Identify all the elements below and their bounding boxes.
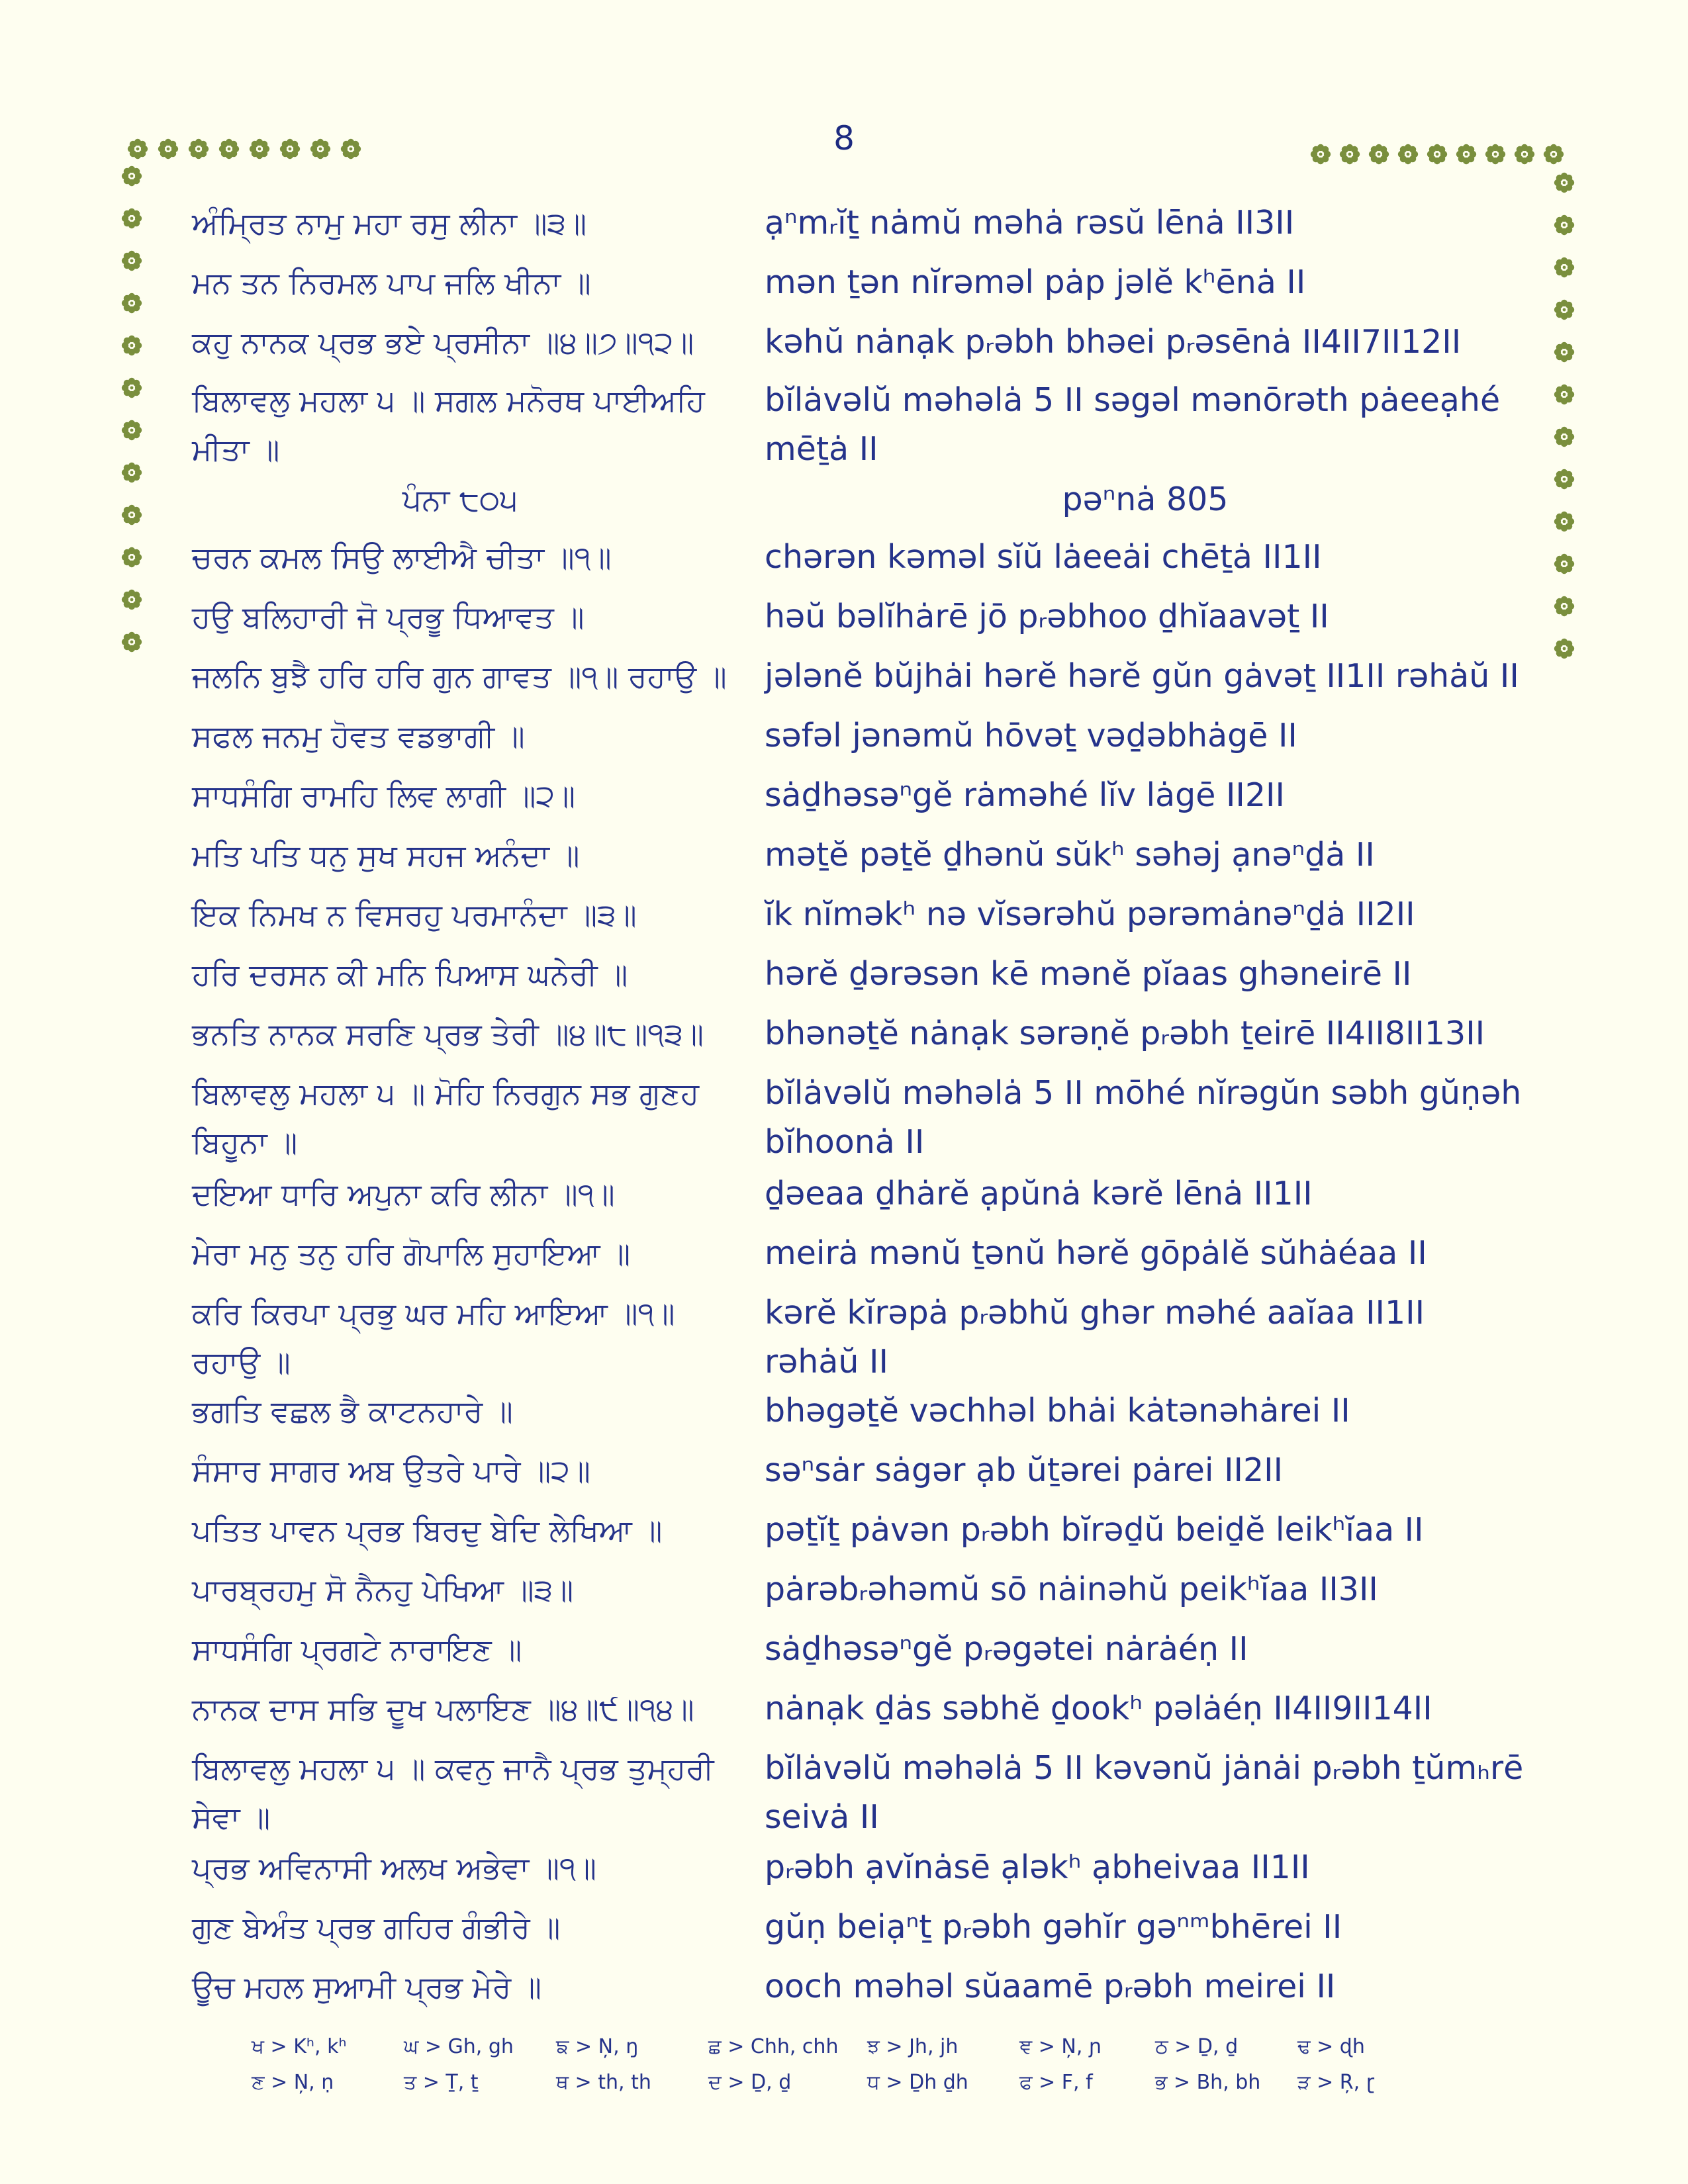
transliteration-text: pȧrəbᵣəhəmŭ sō nȧinəhŭ peikʰĭaa II3II [765, 1570, 1378, 1608]
flower-icon [1552, 425, 1576, 449]
flower-icon [120, 630, 144, 654]
legend-entry: ਖ > Kʰ, kʰ [252, 2035, 347, 2058]
gurmukhi-text: ਬਿਲਾਵਲੁ ਮਹਲਾ ੫ ॥ ਕਵਨੁ ਜਾਨੈ ਪ੍ਰਭ ਤੁਮ੍ਹਰੀ ਸੇਵਾ ॥ [192, 1751, 714, 1835]
gurmukhi-text: ਬਿਲਾਵਲੁ ਮਹਲਾ ੫ ॥ ਸਗਲ ਮਨੋਰਥ ਪਾਈਅਹਿ ਮੀਤਾ ॥ [192, 383, 705, 467]
gurmukhi-text: ਊਚ ਮਹਲ ਸੁਆਮੀ ਪ੍ਰਭ ਮੇਰੇ ॥ [192, 1969, 541, 2005]
transliteration-text: səfəl jənəmŭ hōvəṯ vəḏəbhȧgē II [765, 717, 1297, 754]
page-reference-transliteration: pəⁿnȧ 805 [1062, 480, 1229, 518]
gurmukhi-text: ਦਇਆ ਧਾਰਿ ਅਪੁਨਾ ਕਰਿ ਲੀਨਾ ॥੧॥ [192, 1176, 615, 1212]
flower-icon [1309, 142, 1333, 166]
gurmukhi-text: ਅੰਮ੍ਰਿਤ ਨਾਮੁ ਮਹਾ ਰਸੁ ਲੀਨਾ ॥੩॥ [192, 205, 587, 241]
gurmukhi-text: ਪ੍ਰਭ ਅਵਿਨਾਸੀ ਅਲਖ ਅਭੇਵਾ ॥੧॥ [192, 1850, 596, 1886]
flower-icon [1552, 255, 1576, 279]
legend-entry: ਝ > Jh, jh [867, 2035, 959, 2058]
right-flower-border [1552, 171, 1576, 660]
gurmukhi-text: ਮੇਰਾ ਮਨੁ ਤਨੁ ਹਰਿ ਗੋਪਾਲਿ ਸੁਹਾਇਆ ॥ [192, 1236, 631, 1271]
flower-icon [1552, 298, 1576, 322]
flower-icon [120, 334, 144, 357]
flower-icon [120, 164, 144, 188]
gurmukhi-text: ਗੁਣ ਬੇਅੰਤ ਪ੍ਰਭ ਗਹਿਰ ਗੰਭੀਰੇ ॥ [192, 1909, 561, 1945]
flower-icon [1396, 142, 1420, 166]
legend-entry: ਤ > Ṯ, ṯ [404, 2071, 479, 2094]
transliteration-text: nȧnạk ḏȧs səbhĕ ḏookʰ pəlȧéṇ II4II9II14II [765, 1690, 1432, 1727]
gurmukhi-text: ਬਿਲਾਵਲੁ ਮਹਲਾ ੫ ॥ ਮੋਹਿ ਨਿਰਗੁਨ ਸਭ ਗੁਣਹ ਬਿਹੂਨਾ ॥ [192, 1075, 700, 1160]
flower-icon [278, 137, 302, 161]
transliteration-text: kəhŭ nȧnạk pᵣəbh bhəei pᵣəsēnȧ II4II7II12II [765, 323, 1462, 361]
transliteration-text: bĭlȧvəlŭ məhəlȧ 5 II mōhé nĭrəgŭn səbh gŭṇəh bĭhoonȧ II [765, 1074, 1522, 1161]
gurmukhi-text: ਪਤਿਤ ਪਾਵਨ ਪ੍ਰਭ ਬਿਰਦੁ ਬੇਦਿ ਲੇਖਿਆ ॥ [192, 1512, 663, 1548]
flower-icon [339, 137, 363, 161]
flower-icon [1552, 637, 1576, 660]
gurmukhi-text: ਮਤਿ ਪਤਿ ਧਨੁ ਸੁਖ ਸਹਜ ਅਨੰਦਾ ॥ [192, 837, 580, 873]
flower-icon [126, 137, 150, 161]
transliteration-text: bĭlȧvəlŭ məhəlȧ 5 II səgəl mənōrəth pȧeeạhé mēṯȧ II [765, 381, 1501, 468]
top-left-flower-border [126, 137, 363, 161]
gurmukhi-text: ਜਲਨਿ ਬੁਝੈ ਹਰਿ ਹਰਿ ਗੁਨ ਗਾਵਤ ॥੧॥ ਰਹਾਉ ॥ [192, 659, 727, 694]
transliteration-text: gŭṇ beiạⁿṯ pᵣəbh gəhĭr gəⁿᵐbhērei II [765, 1908, 1342, 1946]
gurmukhi-text: ਮਨ ਤਨ ਨਿਰਮਲ ਪਾਪ ਜਲਿ ਖੀਨਾ ॥ [192, 265, 591, 300]
flower-icon [248, 137, 271, 161]
legend-entry: ਭ > Bh, bh [1155, 2071, 1261, 2094]
left-flower-border [120, 164, 144, 654]
transliteration-text: pəṯĭṯ pȧvən pᵣəbh bĭrəḏŭ beiḏĕ leikʰĭaa II [765, 1511, 1424, 1549]
gurmukhi-text: ਕਹੁ ਨਾਨਕ ਪ੍ਰਭ ਭਏ ਪ੍ਰਸੀਨਾ ॥੪॥੭॥੧੨॥ [192, 324, 694, 360]
gurmukhi-text: ਸਾਧਸੰਗਿ ਰਾਮਹਿ ਲਿਵ ਲਾਗੀ ॥੨॥ [192, 778, 576, 813]
flower-icon [1552, 467, 1576, 491]
gurmukhi-text: ਚਰਨ ਕਮਲ ਸਿਉ ਲਾਈਐ ਚੀਤਾ ॥੧॥ [192, 539, 612, 575]
page-reference-gurmukhi: ਪੰਨਾ ੮੦੫ [402, 482, 518, 518]
flower-icon [1552, 510, 1576, 533]
legend-entry: ਧ > Ḏh ḏh [867, 2071, 968, 2094]
gurmukhi-text: ਇਕ ਨਿਮਖ ਨ ਵਿਸਰਹੁ ਪਰਮਾਨੰਦਾ ॥੩॥ [192, 897, 637, 933]
flower-icon [120, 376, 144, 400]
transliteration-text: həŭ bəlĭhȧrē jō pᵣəbhoo ḏhĭaavəṯ II [765, 598, 1329, 635]
flower-icon [1552, 594, 1576, 618]
flower-icon [1454, 142, 1478, 166]
gurmukhi-text: ਭਨਤਿ ਨਾਨਕ ਸਰਣਿ ਪ੍ਰਭ ਤੇਰੀ ॥੪॥੮॥੧੩॥ [192, 1016, 704, 1052]
legend-entry: ਙ > N̦, ŋ [556, 2035, 639, 2058]
flower-icon [120, 291, 144, 315]
flower-icon [1552, 213, 1576, 237]
transliteration-text: bhənəṯĕ nȧnạk sərəṇĕ pᵣəbh ṯeirē II4II8II13II [765, 1015, 1485, 1052]
legend-entry: ਥ > th, th [556, 2071, 651, 2094]
legend-entry: ਠ > Ḏ, ḏ [1155, 2035, 1239, 2058]
transliteration-text: bĭlȧvəlŭ məhəlȧ 5 II kəvənŭ jȧnȧi pᵣəbh ṯŭmₕrē seivȧ II [765, 1749, 1524, 1836]
flower-icon [1552, 552, 1576, 576]
legend-entry: ਛ > Chh, chh [708, 2035, 839, 2058]
flower-icon [156, 137, 180, 161]
gurmukhi-text: ਭਗਤਿ ਵਛਲ ਭੈ ਕਾਟਨਹਾਰੇ ॥ [192, 1393, 513, 1429]
transliteration-text: hərĕ ḏərəsən kē mənĕ pĭaas ghəneirē II [765, 955, 1412, 993]
flower-icon [120, 418, 144, 442]
transliteration-text: məṯĕ pəṯĕ ḏhənŭ sŭkʰ səhəj ạnəⁿḏȧ II [765, 836, 1375, 874]
transliteration-text: ḏəeaa ḏhȧrĕ ạpŭnȧ kərĕ lēnȧ II1II [765, 1175, 1313, 1212]
flower-icon [1552, 340, 1576, 364]
flower-icon [120, 588, 144, 612]
transliteration-legend [252, 2035, 1443, 2107]
flower-icon [120, 249, 144, 273]
legend-entry: ਦ > Ḏ, ḏ [708, 2071, 792, 2094]
gurmukhi-text: ਹਰਿ ਦਰਸਨ ਕੀ ਮਨਿ ਪਿਆਸ ਘਨੇਰੀ ॥ [192, 956, 628, 992]
transliteration-text: bhəgəṯĕ vəchhəl bhȧi kȧtənəhȧrei II [765, 1392, 1350, 1430]
gurmukhi-text: ਸਾਧਸੰਗਿ ਪ੍ਰਗਟੇ ਨਾਰਾਇਣ ॥ [192, 1631, 522, 1667]
legend-row [252, 2035, 1443, 2071]
flower-icon [187, 137, 211, 161]
flower-icon [217, 137, 241, 161]
gurmukhi-text: ਕਰਿ ਕਿਰਪਾ ਪ੍ਰਭੁ ਘਰ ਮਹਿ ਆਇਆ ॥੧॥ ਰਹਾਉ ॥ [192, 1295, 675, 1380]
flower-icon [1367, 142, 1391, 166]
transliteration-text: kərĕ kĭrəpȧ pᵣəbhŭ ghər məhé aaĭaa II1II rəhȧŭ II [765, 1294, 1425, 1381]
gurmukhi-text: ਸੰਸਾਰ ਸਾਗਰ ਅਬ ਉਤਰੇ ਪਾਰੇ ॥੨॥ [192, 1453, 590, 1488]
flower-icon [1552, 383, 1576, 406]
flower-icon [120, 545, 144, 569]
transliteration-text: ạⁿmᵣĭṯ nȧmŭ məhȧ rəsŭ lēnȧ II3II [765, 204, 1295, 242]
flower-icon [1542, 142, 1566, 166]
flower-icon [120, 503, 144, 527]
transliteration-text: meirȧ mənŭ ṯənŭ hərĕ gōpȧlĕ sŭhȧéaa II [765, 1234, 1427, 1272]
transliteration-text: jələnĕ bŭjhȧi hərĕ hərĕ gŭn gȧvəṯ II1II rəhȧŭ II [765, 657, 1519, 695]
transliteration-text: chərən kəməl sĭŭ lȧeeȧi chēṯȧ II1II [765, 538, 1322, 576]
flower-icon [1338, 142, 1362, 166]
page-number: 8 [833, 119, 855, 158]
transliteration-text: pᵣəbh ạvĭnȧsē ạləkʰ ạbheivaa II1II [765, 1848, 1310, 1886]
transliteration-text: sȧḏhəsəⁿgĕ pᵣəgətei nȧrȧéṇ II [765, 1630, 1248, 1668]
gurmukhi-text: ਹਉ ਬਲਿਹਾਰੀ ਜੋ ਪ੍ਰਭੂ ਧਿਆਵਤ ॥ [192, 599, 585, 635]
transliteration-text: səⁿsȧr sȧgər ạb ŭṯərei pȧrei II2II [765, 1451, 1284, 1489]
transliteration-text: mən ṯən nĭrəməl pȧp jəlĕ kʰēnȧ II [765, 263, 1306, 301]
top-right-flower-border [1309, 142, 1566, 166]
flower-icon [1425, 142, 1449, 166]
legend-entry: ਫ > F, f [1019, 2071, 1093, 2094]
transliteration-text: sȧḏhəsəⁿgĕ rȧməhé lĭv lȧgē II2II [765, 776, 1285, 814]
transliteration-text: ĭk nĭməkʰ nə vĭsərəhŭ pərəmȧnəⁿḏȧ II2II [765, 895, 1415, 933]
flower-icon [308, 137, 332, 161]
legend-entry: ਢ > ɖh [1297, 2035, 1365, 2058]
flower-icon [1513, 142, 1536, 166]
legend-row [252, 2071, 1443, 2107]
legend-entry: ਣ > N̦, ṇ [252, 2071, 334, 2094]
flower-icon [120, 461, 144, 484]
gurmukhi-text: ਪਾਰਬ੍ਰਹਮੁ ਸੋ ਨੈਨਹੁ ਪੇਖਿਆ ॥੩॥ [192, 1572, 574, 1608]
legend-entry: ਞ > N̦, ɲ [1019, 2035, 1102, 2058]
transliteration-text: ooch məhəl sŭaamē pᵣəbh meirei II [765, 1968, 1336, 2005]
flower-icon [120, 206, 144, 230]
gurmukhi-text: ਨਾਨਕ ਦਾਸ ਸਭਿ ਦੂਖ ਪਲਾਇਣ ॥੪॥੯॥੧੪॥ [192, 1691, 694, 1727]
flower-icon [1552, 171, 1576, 195]
gurmukhi-text: ਸਫਲ ਜਨਮੁ ਹੋਵਤ ਵਡਭਾਗੀ ॥ [192, 718, 525, 754]
legend-entry: ਘ > Gh, gh [404, 2035, 514, 2058]
legend-entry: ੜ > Ŗ, ɽ [1297, 2071, 1375, 2094]
flower-icon [1483, 142, 1507, 166]
